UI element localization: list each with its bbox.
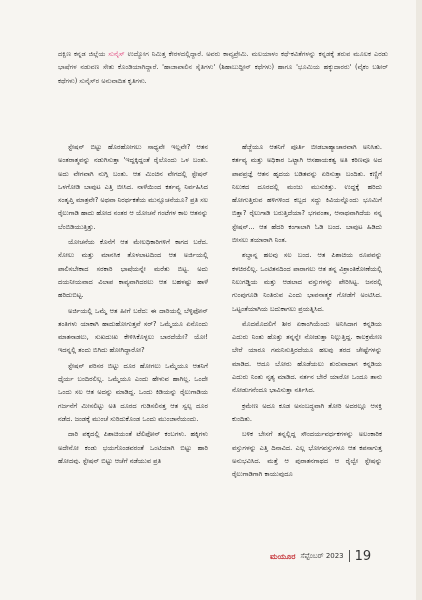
paragraph: ಬಳಿಕ ಬೇಸಗೆ ತನ್ನಲ್ಲಿದ್ದ ಸೌಂದರ್ಯವರ್ಧಕಗಳನ್ನು ಅಲಂಕಾರಿಕ ವಸ್ತುಗಳನ್ನು ಎತ್ತಿ ದಿನಾವಿದ. ಎಲ್ಲ ಭೋಗವಸ್ತುಗಳೂ ಆತ ಕಪಸಾಗುತ್ತ ಅನುಭವಿಸಿದ. ಮತ್ತೆ ಆ ಪುರಾತನಗಾಥದ ಆ ರೈಲ್ವೇ ಸ್ಟೇಷನ್ನು ರೈಲುಗಾಡಿಗಾಗಿ ಕಾಯುವುದೂ	[232, 430, 382, 479]
intro-text-rest: ಉದ್ಯೋಗ ನಿಮಿತ್ತ ಕೇರಳದಲ್ಲಿದ್ದಾರೆ. ಅವರು ಕಾವ್ಯಪ್ರೇಮಿ. ಮಲಯಾಳಂ ಕಥೆ-ಕವಿತೆಗಳನ್ನು ಕನ್ನಡಕ್ಕೆ ತರುವ ಮೂಲಕ ಎರಡು ಭಾಷೆಗಳ ನಡುವಣ ಸೇತು ಕೊಂಡಿಯಾಗಿದ್ದಾರೆ. 'ಹಾಜಾಪಾಲಿನ ಸೈತಿಗಳು' (ಶಿಹಾಬುದ್ದೀನ್ ಕಥೆಗಳು) ಹಾಗೂ 'ಭೂಮಿಯ ಹಕ್ಕುದಾರರು' (ವೈಕಂ ಬಶೀರ್ ಕಥೆಗಳು) ಸುನೈಸ್‌ರ ಅನುವಾದಿತ ಕೃತಿಗಳು.	[58, 50, 388, 85]
paragraph: ಸ್ಟೇಷನ್ ಬಿಟ್ಟು ಹೊರಹೋಗಲು ಸಾಧ್ಯವೇ ಇಲ್ಲವೇ? ಆತನ ಅಂತರಾತ್ಮವನ್ನು ನಡುಗಿಸುತ್ತಾ 'ಇದ್ದಕ್ಕಿದ್ದಂತೆ ರೈಲೊಂದು ಒಳ ಬಂತು. ಅದು ವೇಗವಾಗಿ ನುಗ್ಗಿ ಬಂತು. ಆತ ಮಿಂಚಿನ ವೇಗದಲ್ಲಿ ಸ್ಟೇಷನ್ ಒಳಗೋಡಿ ಬಾವುಟ ಎತ್ತಿ ಬೀಸಿದ. ನಾಳೆಯಿಂದ ಕರ್ತವ್ಯ ನಿರ್ವಹಿಸಿದ ಸಂತೃಪ್ತಿ ಮಾತ್ರವೇ? ಅಥವಾ ನಿರರ್ಥಕತೆಯ ಮುನ್ಸೂಚನೆಯೂ? ಪ್ರತಿ ಸಲ ರೈಲುಗಾಡಿ ಹಾದು ಹೋದ ನಂತರ ಆ ಯೋಚನೆ ಗಂಟೆಗಳ ಕಾಲ ಆತನನ್ನು ಬೆಂಬಿಡಿಯುತ್ತಿತ್ತು.	[58, 143, 208, 231]
paragraph: ಹೆಜ್ಜೆಯೂ ಆತನಿಗೆ ಪೂರ್ತಿ ಬೀಡಬಾಹ್ಯಾಚಾರವಾಗಿ ಅನಿಸಿತು. ಕರ್ತವ್ಯ ಮತ್ತು ಅಧಿಕಾರ ಒಟ್ಟಾಗಿ ಆಸಹಾಯಕತ್ವ ಅತಿ ಕಠಿಣವೂ ಅದ ಪಾಪಪ್ರಜ್ಞೆ ಆತನ ಹೃದಯ ಬಡಿತವನ್ನು ಏರಿಸುತ್ತಾ ಬಂದಿತು. ಕಣ್ಣಿಗೆ ನಿಲುಕದ ದೂರದಲ್ಲಿ ಮಂಜು ಮುಸುಕಿತ್ತು. ಉದ್ದಕ್ಕೆ ಹರಿದು ಹೋಗುತ್ತಿರುವ ಹಳಿಗಳಿಂದ ಕಬ್ಬದ ಸದ್ದು ಕಿವಿಯನ್ನೊಂದು ಭೂಮಿಗೆ ಬಿತ್ತಾ? ರೈಲುಗಾಡಿ ಬರುತ್ತಿದೆಯಾ? ಭಗವಂತಾ, ಆನಾಥವಾಗಿದೆಯ ನನ್ನ ಸ್ಟೇಷನ್... ಆತ ಹೆದರಿ ಕಂಗಾಲಾಗಿ ಓಡಿ ಬಂದ. ಬಾವುಟ ಹಿಡಿದು ಬೀಸಲು ತಯಾರಾಗಿ ನಿಂತ.	[232, 143, 382, 245]
page-edge	[416, 0, 422, 600]
left-column	[58, 141, 208, 470]
author-intro	[58, 48, 388, 88]
paragraph: ಅರ್ಜಿಯಲ್ಲಿ ಒಮ್ಮೆ ಆತ ಹೀಗೆ ಬರೆದ: ಈ ದಾರಿಯಲ್ಲಿ ಬೆಳ್ಳಿಫೋನ್ ತಂತಿಗಳು ಯಾಕಾಗಿ ಹಾದುಹೋಗುತ್ತವೆ ಸರ್? ಒಮ್ಮೆಯೂ ಏನೊಂದು ಮಾತನಾಡಲು, ಸುಖದುಃಖ ಕೇಳಿಸಿಕೊಳ್ಳಲು ಬಾರದೆಯೇ? ಯೋ! ಇದನ್ನಲ್ಲಿ ತಂದು ಬಿಗಿದು ಹೋಗಿದ್ದಾರೋ?	[58, 306, 208, 355]
paragraph: ಯೋಚನೆಯ ಕೊನೆಗೆ ಆತ ಮೇಲಧಿಕಾರಿಗಳಿಗೆ ಕಾಗದ ಬರೆದ. ಸೋಲು ಮತ್ತು ಮಾನಸಿಕ ತೊಳಲಾಟದಿಂದ ಆತ ಅರ್ಜಿಯಲ್ಲಿ ಪಾಲಿಸಬೇಕಾದ ಸರಕಾರಿ ಭಾಷೆಯನ್ನೇ ಮರೆತು ಬಿಟ್ಟ. ಅದು ದಯನೀಯವಾದ ವಿಲಾಪ ಕಾವ್ಯವಾಗಿದರಲು ಆತ ಬಹಳಷ್ಟು ಹಾಳೆ ಹರಿದುಬಿಟ್ಟ.	[58, 238, 208, 300]
paragraph: ಕ್ರಮೇಣ ಅದೂ ಕೂಡ ಅಸಂಬದ್ಧವಾಗಿ ತೋರಿ ಅದರಲ್ಲೂ ಆಸಕ್ತಿ ಕುಂದಿತು.	[232, 401, 382, 423]
page-footer	[270, 548, 371, 564]
paragraph: ಸ್ಟೇಷನ್ ಪರಿಸರ ಬಿಟ್ಟು ದೂರ ಹೋಗಲು ಒಮ್ಮೆಯೂ ಆತನಿಗೆ ಧೈರ್ಯ ಬಂದಿರಲಿಲ್ಲ. ಒಮ್ಮೆಯೂ ಎಂದು ಹೇಳುವ ಹಾಗಿಲ್ಲ. ಒಂದೇ ಒಂದು ಸಲ ಆತ ಅದನ್ನು ಮಾಡಿದ್ದ. ಒಂದು ಕಿಡಿಯನ್ನು ರೈಲುಗಾಡಿಯ ಗರ್ಜನೆಗೆ ಮೀಸಲಿಟ್ಟು ಅತಿ ದೂರದ ಗುಡಿಸಲಿನತ್ತ ಆತ ಸ್ವಲ್ಪ ದೂರ ನಡೆದ. ಜಂಡಕ್ಕೆ ಮುಂಚೆ ಸುರಿದುಕೊಂಡ ಒಂದು ಮುಂಜಾನೆಯಂದು.	[58, 361, 208, 423]
magazine-logo: ಮಯೂರ	[270, 550, 296, 561]
right-column	[232, 141, 382, 483]
footer-divider	[349, 550, 350, 562]
paragraph: ದಾರಿ ಪಕ್ಕದಲ್ಲಿ ಪಿಶಾಚಿಯಂತೆ ಟೆಲಿಫೋನ್ ಕಂಬಗಳು. ಹಕ್ಕಿಗಳು ಅದೇನೋ ಕಂಡು ಭಯಗೊಂಡವರಂತೆ ಒಂಟಿಯಾಗಿ ಬಿಟ್ಟು ಹಾರಿ ಹೋದವು. ಸ್ಟೇಷನ್ ಬಿಟ್ಟು ಆಚೆಗೆ ನಡೆಯುವ ಪ್ರತಿ	[58, 430, 208, 465]
paragraph: ಮೊದಮೊದಲಿಗೆ ಶೀರ ಏಕಾಂಗಿಯೆಂದು ಅನಿಸಿದಾಗ ಕನ್ನಡಿಯ ಎದುರು ನಿಂತು ಹೊತ್ತು ತನ್ನನ್ನೇ ನೋಡುತ್ತಾ ನಿಲ್ಲುತ್ತಿದ್ದ. ಕಾಲಕ್ರಮೇಣ ಬೇರೆ ಯಾರೂ ಗಮನಿಸುತ್ತಿರದೆಯೂ ಹಲವು ತರದ ಚೇಷ್ಟೆಗಳನ್ನು ಮಾಡಿದ. ಆದೂ ಬೋರು ಹೊಡೆಯಲು ಶುರುವಾದಾಗ ಕನ್ನಡಿಯ ಎದುರು ನಿಂತು ನೃತ್ಯ ಮಾಡಿದ. ನರ್ತನ ಬೇರೆ ಯಾರೋ ಒಂದೂ ತಾನು ನೋಡುಗನೆಂದೂ ಭಾವಿಸುತ್ತಾ ನರ್ತಿಸಿದ.	[232, 319, 382, 395]
author-name: ಸುನೈಸ್	[108, 50, 125, 58]
issue-date: ಸೆಪ್ಟೆಂಬರ್ 2023	[300, 551, 344, 560]
paragraph: ಶಬ್ದಾನ್ನ ಹಲವು ಸಲ ಬಂದ. ಆತ ಪಿಶಾಚಿಯ ರೂಪವನ್ನು ಕಳಚಿರಲಿಲ್ಲ. ಒಂಟಿತನದಿಂದ ಪಾರಾಗಲು ಆತ ತನ್ನ ವಿಶ್ರಾಂತಿಕೋಣೆಯಲ್ಲಿ ನಿಲುಗಡ್ಡಿಯ ಮತ್ತು ಆಡಲಾದ ವಸ್ತುಗಳನ್ನು ಪೇರಿಸಿಟ್ಟ. ಜನರಲ್ಲಿ ಗುಂಪುಗೂಡಿ ನಿಂತಿರುವ ಎಂದು ಭಾವನಾತ್ಮಕ ಗೋಡೆಗೆ ಅಂಟಿಸಿದ. ಒಟ್ಟಂತೆಯಾಗಿಯ ಬದುಕಾಗಲು ಪ್ರಯತ್ನಿಸಿದ.	[232, 251, 382, 313]
page-number: 19	[354, 548, 372, 564]
intro-text-start: ದಕ್ಷಿಣ ಕನ್ನಡ ಜಿಲ್ಲೆಯ	[58, 50, 106, 58]
